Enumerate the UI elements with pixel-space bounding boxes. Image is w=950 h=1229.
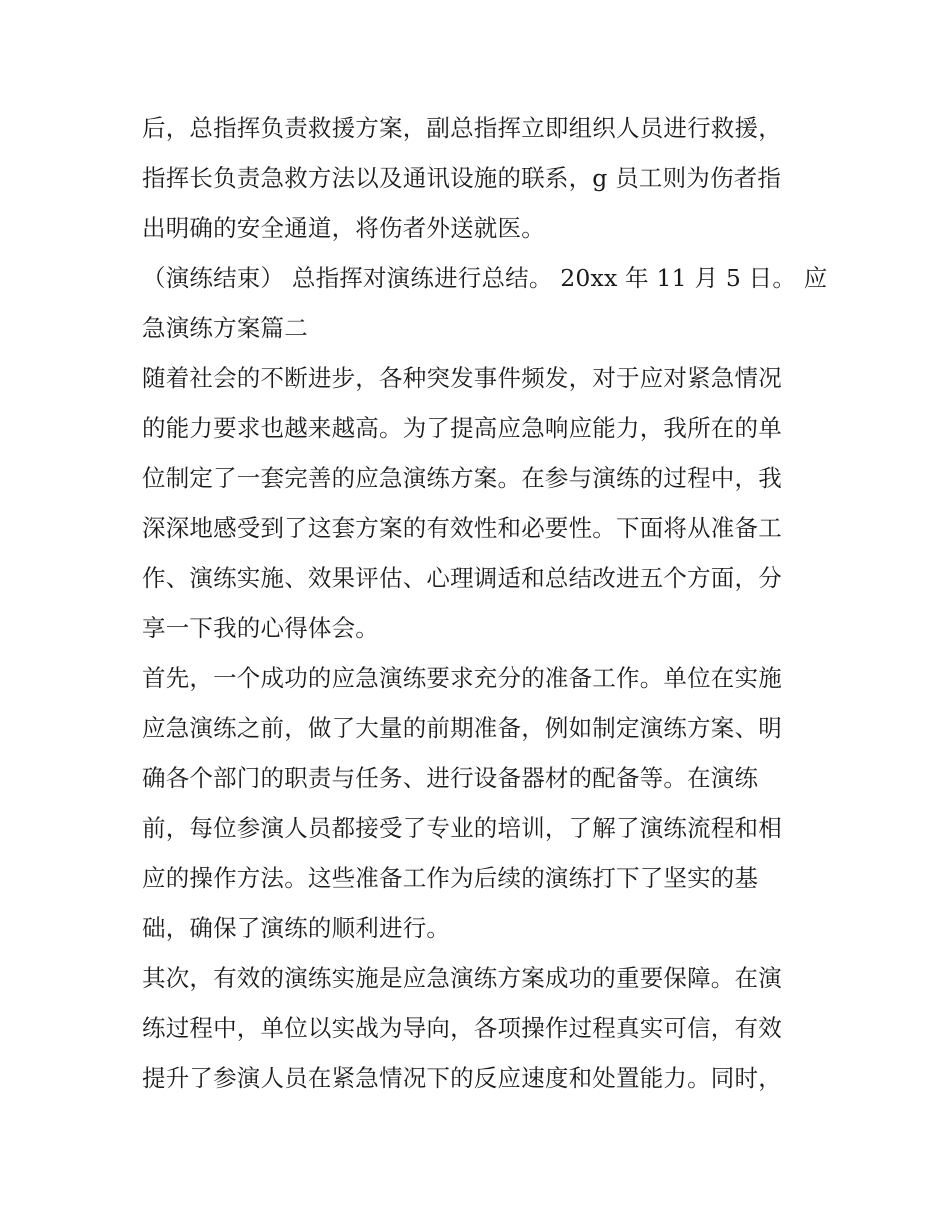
text-line: 指挥长负责急救方法以及通讯设施的联系，g 员工则为伤者指 xyxy=(142,164,782,192)
text-line: 应的操作方法。这些准备工作为后续的演练打下了坚实的基 xyxy=(142,864,759,892)
section-heading-line: 急演练方案篇二 xyxy=(142,314,308,342)
text-line: 后，总指挥负责救援方案，副总指挥立即组织人员进行救援， xyxy=(142,114,782,142)
text-line: 提升了参演人员在紧急情况下的反应速度和处置能力。同时， xyxy=(142,1064,782,1092)
text-line: 前，每位参演人员都接受了专业的培训，了解了演练流程和相 xyxy=(142,814,782,842)
text-line: 位制定了一套完善的应急演练方案。在参与演练的过程中，我 xyxy=(142,464,782,492)
text-line: 深深地感受到了这套方案的有效性和必要性。下面将从准备工 xyxy=(142,514,782,542)
text-line: 享一下我的心得体会。 xyxy=(142,614,379,642)
text-line: 练过程中，单位以实战为导向，各项操作过程真实可信，有效 xyxy=(142,1014,782,1042)
text-line: 应急演练之前，做了大量的前期准备，例如制定演练方案、明 xyxy=(142,714,782,742)
text-line: 确各个部门的职责与任务、进行设备器材的配备等。在演练 xyxy=(142,764,759,792)
text-line: 随着社会的不断进步，各种突发事件频发，对于应对紧急情况 xyxy=(142,364,782,392)
text-line: （演练结束） 总指挥对演练进行总结。 20xx 年 11 月 5 日。 应 xyxy=(142,264,828,292)
text-line: 首先，一个成功的应急演练要求充分的准备工作。单位在实施 xyxy=(142,664,782,692)
text-line: 的能力要求也越来越高。为了提高应急响应能力，我所在的单 xyxy=(142,414,782,442)
text-line: 其次，有效的演练实施是应急演练方案成功的重要保障。在演 xyxy=(142,964,782,992)
text-line: 础，确保了演练的顺利进行。 xyxy=(142,914,451,942)
text-line: 作、演练实施、效果评估、心理调适和总结改进五个方面，分 xyxy=(142,564,782,592)
document-body xyxy=(142,103,828,1103)
text-line: 出明确的安全通道，将伤者外送就医。 xyxy=(142,214,545,242)
